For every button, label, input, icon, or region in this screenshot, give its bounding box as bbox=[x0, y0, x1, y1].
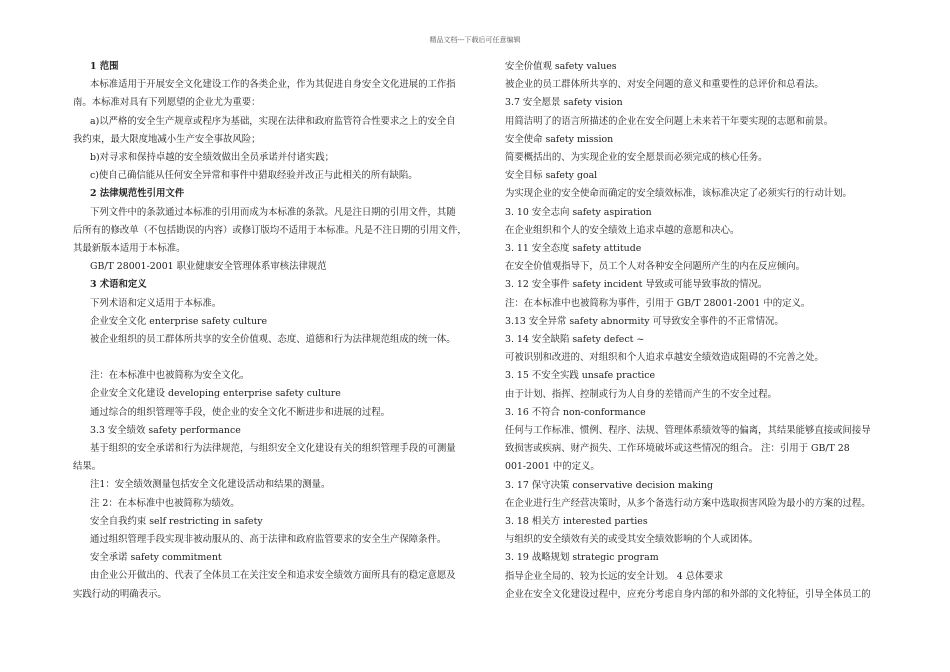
right-text-line: 3. 18 相关方 interested parties bbox=[505, 516, 648, 528]
left-text-line: 3.3 安全绩效 safety performance bbox=[90, 424, 241, 436]
right-text-line: 在安全价值观指导下，员工个人对各种安全问题所产生的内在反应倾向。 bbox=[505, 261, 806, 273]
right-text-line: 企业在安全文化建设过程中，应充分考虑自身内部的和外部的文化特征，引导全体员工的 bbox=[505, 588, 871, 600]
right-text-line: 可被识别和改进的、对组织和个人追求卓越安全绩效造成阻碍的不完善之处。 bbox=[505, 352, 824, 364]
left-text-line: 2 法律规范性引用文件 bbox=[90, 188, 185, 200]
left-text-line: 注：在本标准中也被简称为安全文化。 bbox=[90, 370, 250, 382]
right-text-line: 3. 14 安全缺陷 safety defect ~ bbox=[505, 334, 645, 346]
right-text-line: 001-2001 中的定义。 bbox=[505, 461, 600, 473]
left-text-line: 安全承诺 safety commitment bbox=[90, 552, 222, 564]
left-text-line: 通过组织管理手段实现非被动服从的、高于法律和政府监管要求的安全生产保障条件。 bbox=[90, 534, 447, 546]
right-text-line: 3. 19 战略规划 strategic program bbox=[505, 552, 659, 564]
right-text-line: 3. 12 安全事件 safety incident 导致或可能导致事故的情况。 bbox=[505, 279, 768, 291]
right-text-line: 简要概括出的、为实现企业的安全愿景而必须完成的核心任务。 bbox=[505, 152, 768, 164]
right-text-line: 3.13 安全异常 safety abnormity 可导致安全事件的不正常情况。 bbox=[505, 315, 784, 327]
left-text-line: 3 术语和定义 bbox=[90, 279, 147, 291]
right-text-line: 用简洁明了的语言所描述的企业在安全问题上未来若干年要实现的志愿和前景。 bbox=[505, 115, 834, 127]
left-text-line bbox=[73, 349, 466, 367]
right-text-line: 安全目标 safety goal bbox=[505, 170, 598, 182]
right-text-line: 由于计划、指挥、控制或行为人自身的差错而产生的不安全过程。 bbox=[505, 388, 777, 400]
left-text-line: 我约束，最大限度地减小生产安全事故风险； bbox=[73, 133, 261, 145]
left-text-line: 由企业公开做出的、代表了全体员工在关注安全和追求安全绩效方面所具有的稳定意愿及 bbox=[90, 570, 456, 582]
left-text-line: 企业安全文化 enterprise safety culture bbox=[90, 315, 268, 327]
right-text-line: 被企业的员工群体所共享的、对安全问题的意义和重要性的总评价和总看法。 bbox=[505, 79, 824, 91]
left-text-line: a)以严格的安全生产规章或程序为基础，实现在法律和政府监管符合性要求之上的安全自 bbox=[90, 115, 456, 127]
right-text-line: 注：在本标准中也被简称为事件，引用于 GB/T 28001-2001 中的定义。 bbox=[505, 297, 811, 309]
left-text-line: 南。本标准对具有下列愿望的企业尤为重要： bbox=[73, 97, 261, 109]
right-text-line: 3. 16 不符合 non-conformance bbox=[505, 406, 646, 418]
page-header: 精品文档---下载后可任意编辑 bbox=[429, 36, 521, 44]
left-text-line: 基于组织的安全承诺和行为法律规范，与组织安全文化建设有关的组织管理手段的可测量 bbox=[90, 443, 456, 455]
left-text-line: 结果。 bbox=[73, 461, 102, 473]
right-text-line: 为实现企业的安全使命而确定的安全绩效标准，该标准决定了必须实行的行动计划。 bbox=[505, 188, 852, 200]
right-text-line: 致损害或疾病、财产损失、工作环境破坏或这些情况的组合。 注：引用于 GB/T 28 bbox=[505, 443, 850, 455]
right-text-line: 3. 17 保守决策 conservative decision making bbox=[505, 479, 714, 491]
left-text-line: 本标准适用于开展安全文化建设工作的各类企业，作为其促进自身安全文化进展的工作指 bbox=[90, 79, 456, 91]
right-text-line: 安全价值观 safety values bbox=[505, 61, 617, 72]
left-text-line: 下列文件中的条款通过本标准的引用而成为本标准的条款。凡是注日期的引用文件，其随 bbox=[90, 206, 456, 218]
left-column bbox=[73, 58, 466, 604]
left-text-line: 实践行动的明确表示。 bbox=[73, 588, 167, 600]
right-text-line: 任何与工作标准、惯例、程序、法规、管理体系绩效等的偏离，其结果能够直接或间接导 bbox=[505, 425, 871, 437]
right-text-line: 在企业进行生产经营决策时，从多个备选行动方案中选取损害风险为最小的方案的过程。 bbox=[505, 497, 871, 509]
left-text-line: 企业安全文化建设 developing enterprise safety culture bbox=[90, 388, 341, 400]
left-text-line: 其最新版本适用于本标准。 bbox=[73, 243, 186, 255]
left-text-line: 注1：安全绩效测量包括安全文化建设活动和结果的测量。 bbox=[90, 479, 331, 491]
left-text-line: 安全自我约束 self restricting in safety bbox=[90, 515, 263, 527]
left-text-line: 通过综合的组织管理等手段，使企业的安全文化不断进步和进展的过程。 bbox=[90, 406, 391, 418]
right-text-line: 在企业组织和个人的安全绩效上追求卓越的意愿和决心。 bbox=[505, 224, 740, 236]
left-text-line: 1 范围 bbox=[90, 61, 119, 72]
left-text-line: 被企业组织的员工群体所共享的安全价值观、态度、道德和行为法律规范组成的统一体。 bbox=[90, 334, 456, 346]
left-text-line: b)对寻求和保持卓越的安全绩效做出全员承诺并付诸实践； bbox=[90, 152, 335, 164]
left-text-line: 后所有的修改单（不包括勘误的内容）或修订版均不适用于本标准。凡是不注日期的引用文件， bbox=[73, 224, 467, 236]
right-text-line: 3. 15 不安全实践 unsafe practice bbox=[505, 370, 656, 382]
right-text-line: 指导企业全局的、较为长远的安全计划。 4 总体要求 bbox=[505, 570, 724, 582]
right-column bbox=[505, 58, 885, 604]
right-text-line: 3. 10 安全志向 safety aspiration bbox=[505, 206, 652, 218]
right-text-line: 3.7 安全愿景 safety vision bbox=[505, 97, 623, 109]
left-text-line: 下列术语和定义适用于本标准。 bbox=[90, 297, 222, 309]
left-text-line: 注 2：在本标准中也被简称为绩效。 bbox=[90, 497, 240, 509]
right-text-line: 与组织的安全绩效有关的或受其安全绩效影响的个人或团体。 bbox=[505, 534, 759, 546]
left-text-line: c)使自己确信能从任何安全异常和事件中猎取经验并改正与此相关的所有缺陷。 bbox=[90, 170, 418, 182]
right-text-line: 3. 11 安全态度 safety attitude bbox=[505, 243, 642, 255]
right-text-line: 安全使命 safety mission bbox=[505, 133, 614, 145]
left-text-line: GB/T 28001-2001 职业健康安全管理体系审核法律规范 bbox=[90, 261, 327, 273]
